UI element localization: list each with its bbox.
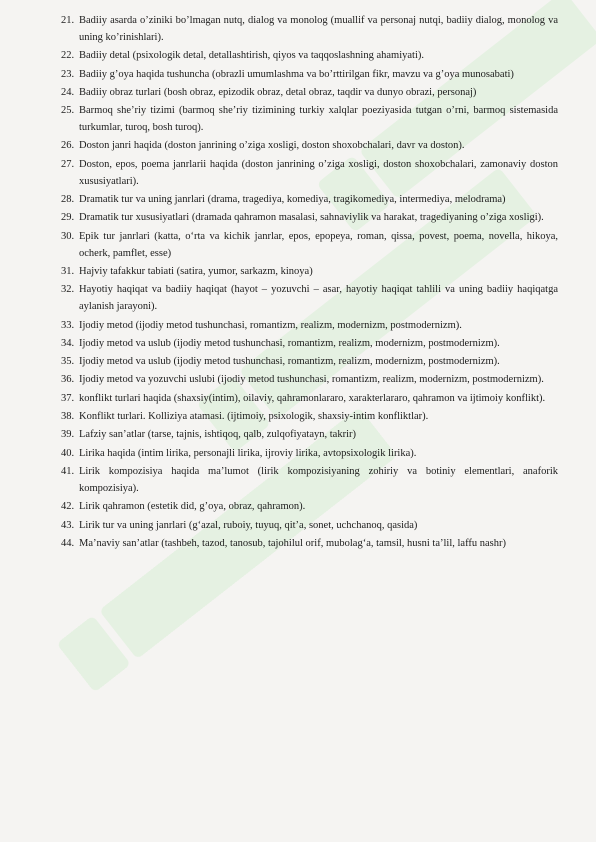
item-text: Ijodiy metod va uslub (ijodiy metod tushunchasi, romantizm, realizm, modernizm, postmodernizm).	[79, 356, 500, 368]
item-number: 23.	[61, 68, 75, 80]
list-item	[0, 102, 596, 136]
item-text: Badiiy obraz turlari (bosh obraz, epizodik obraz, detal obraz, taqdir va dunyo obrazi, personaj)	[79, 86, 477, 98]
item-number: 28.	[61, 194, 75, 206]
item-text: Konflikt turlari. Kolliziya atamasi. (ijtimoiy, psixologik, shaxsiy-intim konfliktlar).	[79, 411, 429, 423]
item-text: Ijodiy metod (ijodiy metod tushunchasi, romantizm, realizm, modernizm, postmodernizm).	[79, 319, 462, 331]
item-number: 37.	[61, 392, 75, 404]
list-item	[0, 408, 596, 425]
item-number: 36.	[61, 374, 75, 386]
list-item	[0, 517, 596, 534]
item-text: Lirik qahramon (estetik did, g’oya, obraz, qahramon).	[79, 501, 306, 513]
list-item	[0, 426, 596, 443]
list-item	[0, 228, 596, 262]
item-number: 34.	[61, 337, 75, 349]
document-page	[0, 12, 596, 553]
list-item	[0, 535, 596, 552]
item-text: Badiiy detal (psixologik detal, detallashtirish, qiyos va taqqoslashning ahamiyati).	[79, 50, 424, 62]
list-item	[0, 191, 596, 208]
item-text: Doston, epos, poema janrlarii haqida (doston janrining o’ziga xosligi, doston shoxobchalari, zamonaviy doston xususiyatlari).	[79, 158, 558, 187]
item-number: 21.	[61, 15, 75, 26]
item-text: Barmoq she’riy tizimi (barmoq she’riy tizimining turkiy xalqlar poeziyasida tutgan o’rni, barmoq sistemasida turkumlar, turoq, bosh turoq).	[79, 105, 558, 134]
list-item	[0, 137, 596, 154]
item-number: 29.	[61, 212, 75, 224]
item-text: Dramatik tur xususiyatlari (dramada qahramon masalasi, sahnaviylik va harakat, tragediyaning o’ziga xosligi).	[79, 212, 544, 224]
item-text: Hayotiy haqiqat va badiiy haqiqat (hayot – yozuvchi – asar, hayotiy haqiqat tahlili va uning badiiy haqiqatga aylanish jarayoni).	[79, 284, 558, 313]
item-text: Dramatik tur va uning janrlari (drama, tragediya, komediya, tragikomediya, intermediya, melodrama)	[79, 194, 506, 206]
item-text: Doston janri haqida (doston janrining o’ziga xosligi, doston shoxobchalari, davr va doston).	[79, 140, 465, 152]
item-number: 42.	[61, 501, 75, 513]
item-text: Lafziy san’atlar (tarse, tajnis, ishtiqoq, qalb, zulqofiyatayn, takrir)	[79, 429, 356, 441]
list-item	[0, 281, 596, 315]
list-item	[0, 263, 596, 280]
list-item	[0, 353, 596, 370]
list-item	[0, 156, 596, 190]
item-number: 44.	[61, 537, 75, 549]
item-text: Badiiy g’oya haqida tushuncha (obrazli umumlashma va bo’rttirilgan fikr, mavzu va g’oya munosabati)	[79, 68, 514, 80]
item-text: Lirik tur va uning janrlari (g‘azal, ruboiy, tuyuq, qit’a, sonet, uchchanoq, qasida)	[79, 519, 418, 531]
item-number: 32.	[61, 284, 75, 296]
list-item	[0, 84, 596, 101]
list-item	[0, 463, 596, 497]
item-text: Ijodiy metod va uslub (ijodiy metod tushunchasi, romantizm, realizm, modernizm, postmodernizm).	[79, 337, 500, 349]
item-number: 26.	[61, 140, 75, 152]
topic-list	[0, 12, 596, 552]
list-item	[0, 66, 596, 83]
list-item	[0, 371, 596, 388]
item-number: 38.	[61, 411, 75, 423]
item-number: 22.	[61, 50, 75, 62]
item-text: Lirika haqida (intim lirika, personajli lirika, ijroviy lirika, avtopsixologik lirika).	[79, 447, 417, 459]
item-text: Epik tur janrlari (katta, o‘rta va kichik janrlar, epos, epopeya, roman, qissa, povest, poema, novella, hikoya, ocherk, pamflet, esse)	[79, 230, 558, 259]
item-number: 40.	[61, 447, 75, 459]
item-text: Hajviy tafakkur tabiati (satira, yumor, sarkazm, kinoya)	[79, 265, 313, 277]
item-number: 33.	[61, 319, 75, 331]
list-item	[0, 498, 596, 515]
list-item	[0, 335, 596, 352]
list-item	[0, 209, 596, 226]
item-number: 27.	[61, 158, 75, 170]
list-item	[0, 390, 596, 407]
item-number: 41.	[61, 465, 75, 477]
item-text: Ijodiy metod va yozuvchi uslubi (ijodiy metod tushunchasi, romantizm, realizm, modernizm, postmodernizm).	[79, 374, 544, 386]
item-text: Badiiy asarda o’ziniki bo’lmagan nutq, dialog va monolog (muallif va personaj nutqi, badiiy dialog, monolog va uning ko’rinishlari).	[79, 15, 558, 43]
list-item	[0, 47, 596, 64]
list-item	[0, 317, 596, 334]
item-number: 31.	[61, 265, 75, 277]
item-text: Ma’naviy san’atlar (tashbeh, tazod, tanosub, tajohilul orif, mubolag‘a, tamsil, husni ta’lil, laffu nashr)	[79, 537, 506, 549]
list-item	[0, 12, 596, 46]
item-number: 30.	[61, 230, 75, 242]
item-number: 43.	[61, 519, 75, 531]
item-number: 25.	[61, 105, 75, 117]
item-text: Lirik kompozisiya haqida ma’lumot (lirik kompozisiyaning zohiriy va botiniy elementlari, anaforik kompozisiya).	[79, 465, 558, 494]
item-number: 39.	[61, 429, 75, 441]
list-item	[0, 445, 596, 462]
item-number: 35.	[61, 356, 75, 368]
item-number: 24.	[61, 86, 75, 98]
item-text: konflikt turlari haqida (shaxsiy(intim), oilaviy, qahramonlararo, xarakterlararo, qahramon va ijtimoiy konflikt).	[79, 392, 546, 404]
